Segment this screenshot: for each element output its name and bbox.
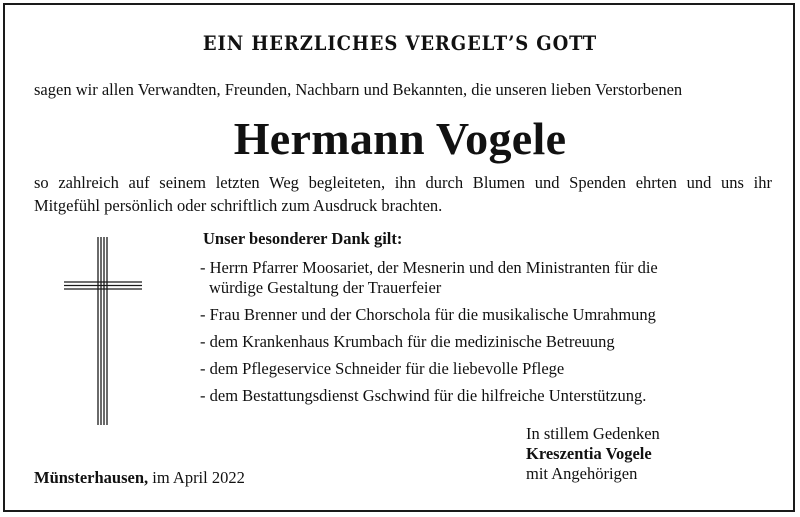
thanks-item	[200, 359, 658, 379]
thanks-item	[200, 305, 658, 325]
signature-relatives: mit Angehörigen	[526, 464, 638, 483]
gratitude-paragraph	[34, 171, 772, 217]
thanks-item	[200, 332, 658, 352]
deceased-name: Hermann Vogele	[233, 113, 567, 164]
thanks-item-text: - Herrn Pfarrer Moosariet, der Mesnerin und den Ministranten für die	[200, 258, 658, 277]
intro-text: sagen wir allen Verwandten, Freunden, Nachbarn und Bekannten, die unseren lieben Verstorbenen	[34, 80, 683, 99]
place-name: Münsterhausen,	[34, 468, 149, 487]
signature-remembrance: In stillem Gedenken	[526, 424, 660, 443]
thanks-item	[200, 386, 658, 406]
thanks-item	[200, 258, 658, 298]
gratitude-paragraph-line-1: so zahlreich auf seinem letzten Weg begleiteten, ihn durch Blumen und Spenden ehrten und uns ihr	[34, 173, 772, 192]
thanks-list	[200, 258, 658, 413]
cross-icon	[64, 237, 144, 432]
date-text: im April 2022	[148, 468, 245, 487]
thanks-item-text: - dem Bestattungsdienst Gschwind für die hilfreiche Unterstützung.	[200, 386, 647, 405]
place-date	[34, 468, 245, 488]
thanks-title: Unser besonderer Dank gilt:	[203, 229, 403, 248]
signature-name: Kreszentia Vogele	[526, 444, 652, 463]
thanks-item-text: - dem Pflegeservice Schneider für die liebevolle Pflege	[200, 359, 565, 378]
gratitude-paragraph-line-2: Mitgefühl persönlich oder schriftlich zum Ausdruck brachten.	[34, 196, 443, 215]
thanks-item-text: - dem Krankenhaus Krumbach für die medizinische Betreuung	[200, 332, 615, 351]
notice-heading: EIN HERZLICHES VERGELT’S GOTT	[202, 31, 598, 55]
signature-block	[526, 424, 660, 484]
thanks-item-text: - Frau Brenner und der Chorschola für die musikalische Umrahmung	[200, 305, 656, 324]
thanks-item-text-continued: würdige Gestaltung der Trauerfeier	[209, 278, 442, 297]
